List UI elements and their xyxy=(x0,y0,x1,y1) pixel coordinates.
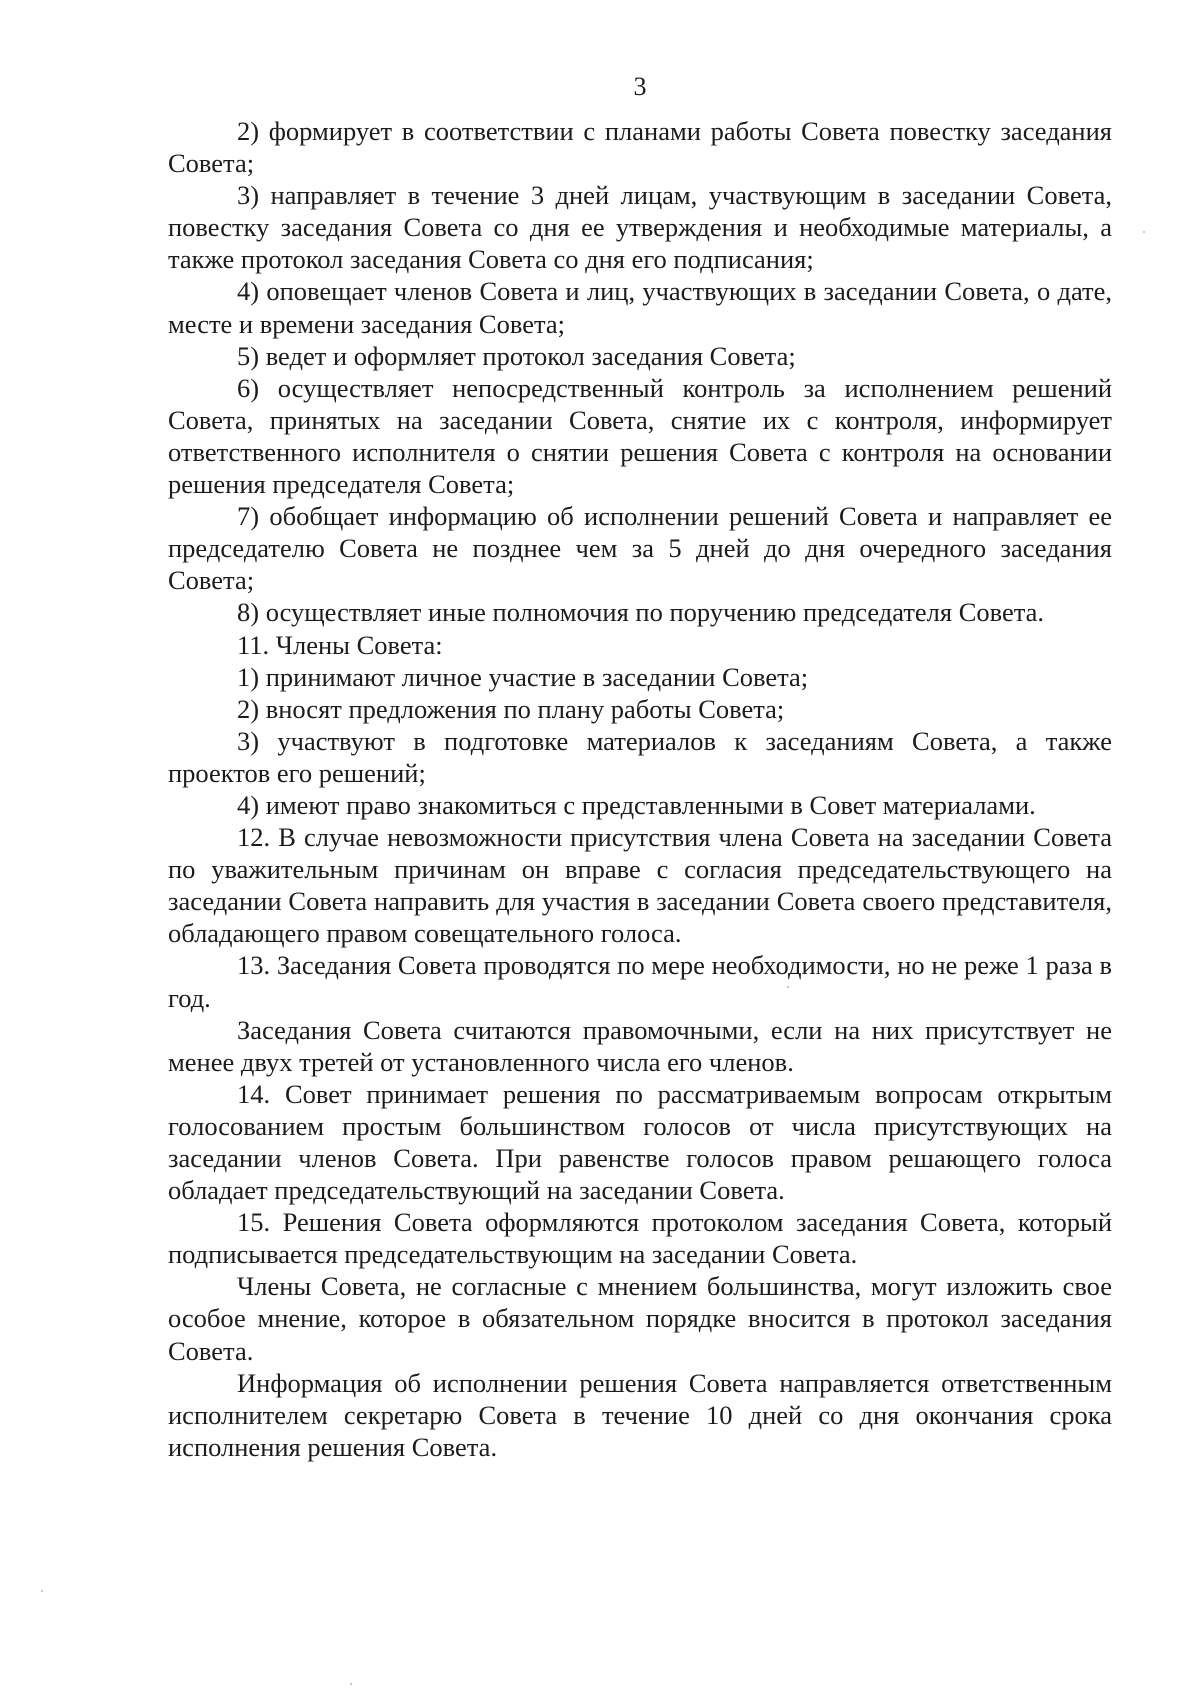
scan-speck xyxy=(787,986,789,988)
paragraph-secretary-item-4: 4) оповещает членов Совета и лиц, участвующих в заседании Совета, о дате, месте и времени заседания Совета; xyxy=(168,276,1112,339)
paragraph-members-item-4: 4) имеют право знакомиться с представленными в Совет материалами. xyxy=(237,789,1036,820)
paragraph-section-14: 14. Совет принимает решения по рассматриваемым вопросам открытым голосованием простым большинством голосов от числа присутствующих на заседании членов Совета. При равенстве голосов правом решающего голоса обладает председательствующий на заседании Совета. xyxy=(168,1078,1112,1206)
paragraph-section-13: 13. Заседания Совета проводятся по мере необходимости, но не реже 1 раза в год. xyxy=(168,950,1112,1013)
paragraph-members-item-2: 2) вносят предложения по плану работы Совета; xyxy=(237,693,785,724)
paragraph-secretary-item-8: 8) осуществляет иные полномочия по поручению председателя Совета. xyxy=(237,597,1045,628)
paragraph-quorum: Заседания Совета считаются правомочными, если на них присутствует не менее двух третей от установленного числа его членов. xyxy=(168,1014,1112,1077)
paragraph-secretary-item-3: 3) направляет в течение 3 дней лицам, участвующим в заседании Совета, повестку заседания Совета со дня ее утверждения и необходимые материалы, а также протокол заседания Совета со дня его подписания; xyxy=(168,180,1112,275)
paragraph-section-15: 15. Решения Совета оформляются протоколом заседания Совета, который подписывается председательствующим на заседании Совета. xyxy=(168,1207,1112,1270)
paragraph-members-item-1: 1) принимают личное участие в заседании Совета; xyxy=(237,661,809,692)
paragraph-section-12: 12. В случае невозможности присутствия члена Совета на заседании Совета по уважительным причинам он вправе с согласия председательствующего на заседании Совета направить для участия в заседании Совета своего представителя, обладающего правом совещательного голоса. xyxy=(168,822,1112,949)
paragraph-section-11: 11. Члены Совета: xyxy=(237,629,443,660)
paragraph-members-item-3: 3) участвуют в подготовке материалов к заседаниям Совета, а также проектов его решений; xyxy=(168,725,1112,788)
scan-speck xyxy=(1143,231,1145,233)
page-number: 3 xyxy=(633,72,647,101)
paragraph-secretary-item-5: 5) ведет и оформляет протокол заседания Совета; xyxy=(237,340,796,371)
paragraph-secretary-item-2: 2) формирует в соответствии с планами работы Совета повестку заседания Совета; xyxy=(168,116,1112,179)
scan-speck xyxy=(350,1683,352,1685)
paragraph-secretary-item-7: 7) обобщает информацию об исполнении решений Совета и направляет ее председателю Совета не позднее чем за 5 дней до дня очередного заседания Совета; xyxy=(168,501,1112,596)
paragraph-secretary-item-6: 6) осуществляет непосредственный контроль за исполнением решений Совета, принятых на заседании Совета, снятие их с контроля, информирует ответственного исполнителя о снятии решения Совета с контроля на основании решения председателя Совета; xyxy=(168,372,1112,500)
paragraph-dissent: Члены Совета, не согласные с мнением большинства, могут изложить свое особое мнение, которое в обязательном порядке вносится в протокол заседания Совета. xyxy=(168,1271,1112,1366)
document-body xyxy=(168,115,1112,1463)
scan-speck xyxy=(41,1590,43,1592)
paragraph-execution-info: Информация об исполнении решения Совета направляется ответственным исполнителем секретарю Совета в течение 10 дней со дня окончания срока исполнения решения Совета. xyxy=(168,1367,1112,1462)
